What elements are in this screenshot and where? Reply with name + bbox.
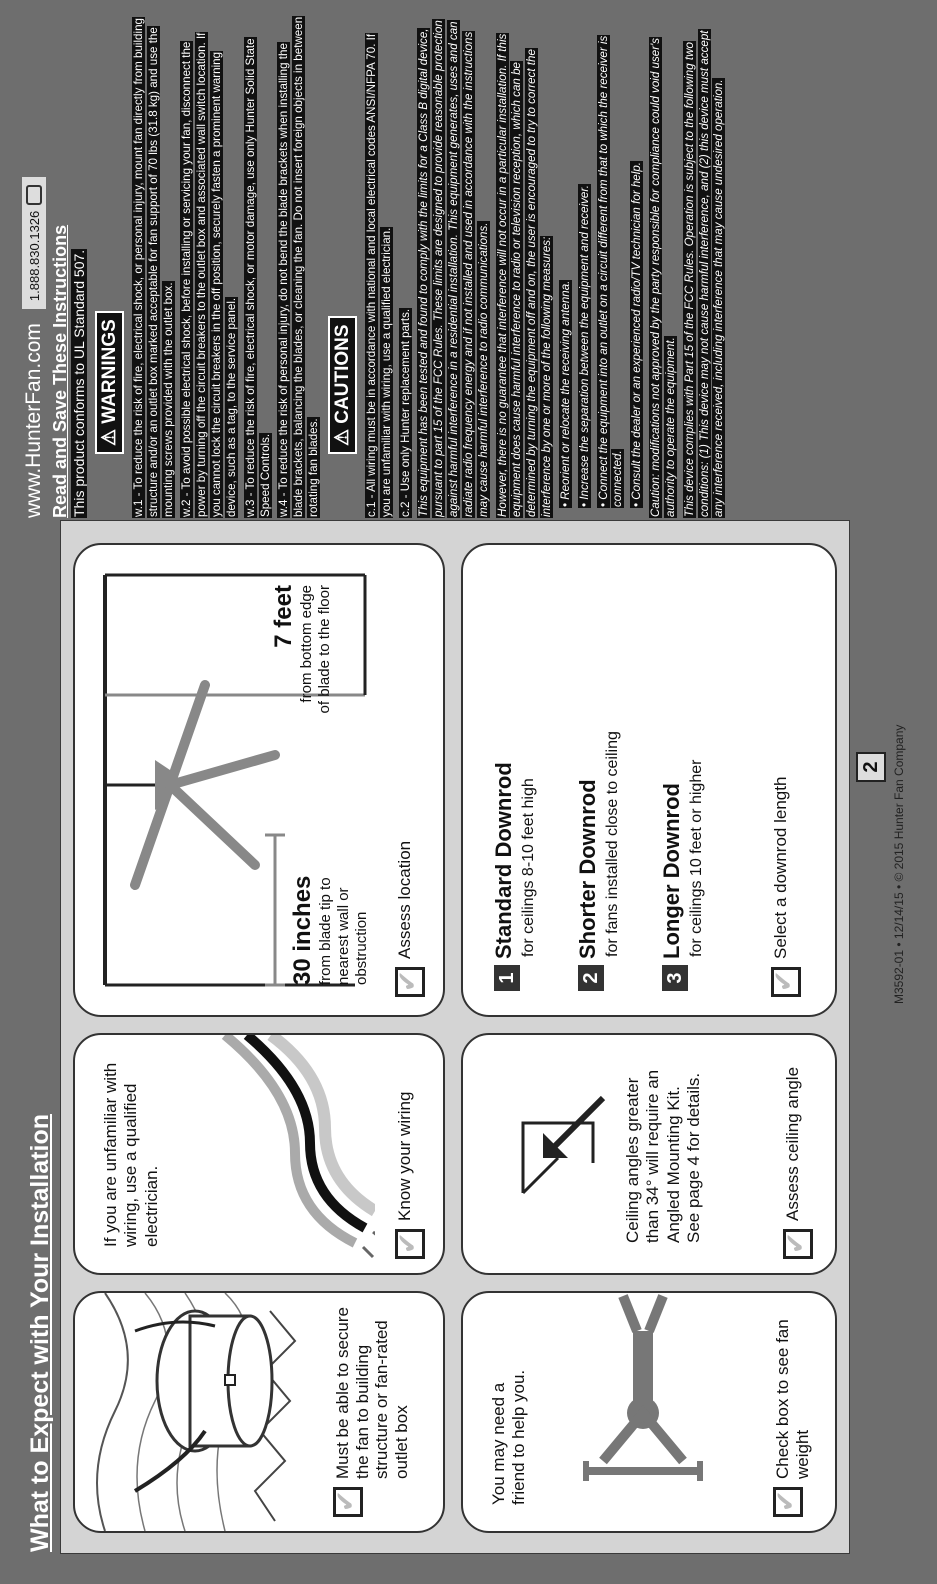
downrod-num-1: 1: [494, 965, 520, 991]
location-caption: [395, 841, 425, 997]
fan-clearance-diagram: [75, 545, 443, 1015]
downrod-sub-2: for fans installed close to ceiling: [603, 731, 621, 957]
downrod-sub-3: for ceilings 10 feet or higher: [687, 759, 705, 957]
floor-clearance-desc: from bottom edge of blade to the floor: [298, 585, 333, 714]
phone-icon: [26, 185, 42, 205]
warning-w2: w.2 - To avoid possible electrical shock, before installing or servicing your fan, disconnect the power by turning off the circuit breakers to the outlet box and associated wall switch location. If you cannot lock the circuit breakers in the off position, securely fasten a prominent warning device, such as a tag, to the service panel.: [180, 32, 238, 517]
warning-w1: w.1 - To reduce the risk of fire, electrical shock, or personal injury, mount fan directly from building structure and/or an outlet box marked acceptable for fan support of 70 lbs (31.8 kg) and use the mounting screws provided with the outlet box.: [132, 18, 175, 517]
floor-clearance-label: [270, 585, 334, 715]
caution-c1: c.1 - All wiring must be in accordance with national and local electrical codes ANSI/NFPA 70. If you are unfamiliar with wiring, use a qualified electrician.: [364, 33, 393, 517]
wall-clearance-value: 30 inches: [289, 875, 316, 985]
location-checkbox[interactable]: [395, 967, 425, 997]
floor-clearance-value: 7 feet: [270, 585, 297, 648]
fcc-bullet-1: • Reorient or relocate the receiving antenna.: [558, 280, 572, 507]
downrod-item-3: [659, 760, 706, 991]
installation-panel: [60, 520, 850, 1554]
downrod-caption-text: Select a downrod length: [771, 776, 790, 959]
warning-w3: w.3 - To reduce the risk of fire, electrical shock, or motor damage, use only Hunter Solid State Speed Controls.: [243, 38, 272, 517]
helper-caption: [773, 1302, 812, 1517]
lifting-person-icon: [553, 1293, 733, 1531]
card-wiring: [73, 1033, 445, 1275]
card-outlet-box: [73, 1291, 445, 1533]
wall-clearance-label: [289, 835, 371, 985]
warning-w4: w.4 - To reduce the risk of personal injury, do not bend the blade brackets when installing the blade brackets, balancing the blades, or cleaning the fan. Do not insert foreign objects in between rotating fan blades.: [277, 16, 321, 517]
downrod-item-1: [491, 762, 538, 991]
card-downrod: [461, 543, 837, 1017]
angle-caption-text: Assess ceiling angle: [783, 1066, 802, 1221]
page-number: 2: [856, 752, 886, 782]
outlet-box-illustration: [75, 1293, 325, 1531]
downrod-num-3: 3: [662, 965, 688, 991]
wall-clearance-desc: from blade tip to nearest wall or obstruction: [317, 877, 370, 985]
caution-modifications: Caution: modifications not approved by the party responsible for compliance could void user's authority to operate the equipment.: [649, 37, 677, 517]
wiring-text: If you are unfamiliar with wiring, use a qualified electrician.: [101, 1062, 161, 1247]
safety-column: [22, 13, 922, 518]
downrod-title-2: Shorter Downrod: [575, 779, 600, 959]
helper-text: You may need a friend to help you.: [489, 1369, 529, 1505]
fcc-bullet-4: • Consult the dealer or an experienced radio/TV technician for help.: [630, 162, 644, 507]
footer-text: M3592-01 • 12/14/15 • © 2015 Hunter Fan Company: [892, 724, 906, 1004]
cautions-badge: ⚠ CAUTIONS: [328, 316, 357, 454]
warnings-badge-row: [95, 13, 124, 454]
website: www.HunterFan.com: [22, 323, 45, 518]
downrod-item-2: [575, 731, 622, 991]
warnings-badge: ⚠ WARNINGS: [95, 311, 124, 454]
header-row: [22, 13, 46, 518]
ceiling-angle-icon: [483, 1035, 623, 1273]
phone-box: [22, 177, 46, 309]
fcc-paragraph-1: This equipment has been tested and found to comply with the limits for a Class B digital device, pursuant to part 15 of the FCC Rules. These limits are designed to provide reasonable protection against harmful interference in a residential installation. This equipment generates, uses and can radiate radio frequency energy and if not installed and used in accordance with the instructions may cause harmful interference to radio communications.: [417, 20, 490, 517]
caution-c2: c.2 - Use only Hunter replacement parts.: [398, 308, 412, 517]
phone-number: 1.888.830.1326: [26, 210, 42, 302]
downrod-num-2: 2: [578, 965, 604, 991]
angle-text: Ceiling angles greater than 34° will require an Angled Mounting Kit. See page 4 for details.: [623, 1069, 704, 1243]
location-caption-text: Assess location: [395, 840, 414, 959]
wiring-checkbox[interactable]: [395, 1229, 425, 1259]
wiring-caption-text: Know your wiring: [395, 1091, 414, 1221]
downrod-sub-1: for ceilings 8-10 feet high: [519, 778, 537, 957]
page-title: What to Expect with Your Installation: [26, 1114, 54, 1552]
card-angle: [461, 1033, 837, 1275]
angle-caption: [783, 1044, 813, 1259]
fcc-bullet-3: • Connect the equipment into an outlet on a circuit different from that to which the receiver is connected.: [596, 35, 625, 507]
ul-note: This product conforms to UL Standard 507.: [71, 249, 87, 517]
cautions-badge-row: [328, 13, 357, 454]
fcc-paragraph-2: However, there is no guarantee that interference will not occur in a particular installation. If this equipment does cause harmful interference to radio or television reception, which can be determined by turning the equipment off and on, the user is encouraged to try to correct the interference by one or more of the following measures:: [495, 33, 554, 517]
fcc-bullet-2: • Increase the separation between the equipment and receiver.: [577, 184, 591, 507]
outlet-checkbox[interactable]: [333, 1487, 363, 1517]
read-save-heading: Read and Save These Instructions: [50, 224, 70, 518]
wires-illustration: [185, 1035, 375, 1273]
outlet-caption-text: Must be able to secure the fan to building structure or fan-rated outlet box: [333, 1307, 411, 1479]
helper-caption-text: Check box to see fan weight: [773, 1319, 812, 1479]
card-helper: [461, 1291, 837, 1533]
downrod-checkbox[interactable]: [771, 967, 801, 997]
downrod-title-3: Longer Downrod: [659, 783, 684, 959]
downrod-caption: [771, 777, 801, 997]
wiring-caption: [395, 1044, 425, 1259]
outlet-caption: [333, 1302, 411, 1517]
card-location: [73, 543, 445, 1017]
helper-checkbox[interactable]: [773, 1487, 803, 1517]
angle-checkbox[interactable]: [783, 1229, 813, 1259]
fcc-paragraph-3: This device complies with Part 15 of the FCC Rules. Operation is subject to the following two conditions: (1) This device may not cause harmful interference, and (2) this device must accept any interference received, including interference that may cause undesired operation.: [682, 30, 726, 517]
downrod-title-1: Standard Downrod: [491, 762, 516, 959]
